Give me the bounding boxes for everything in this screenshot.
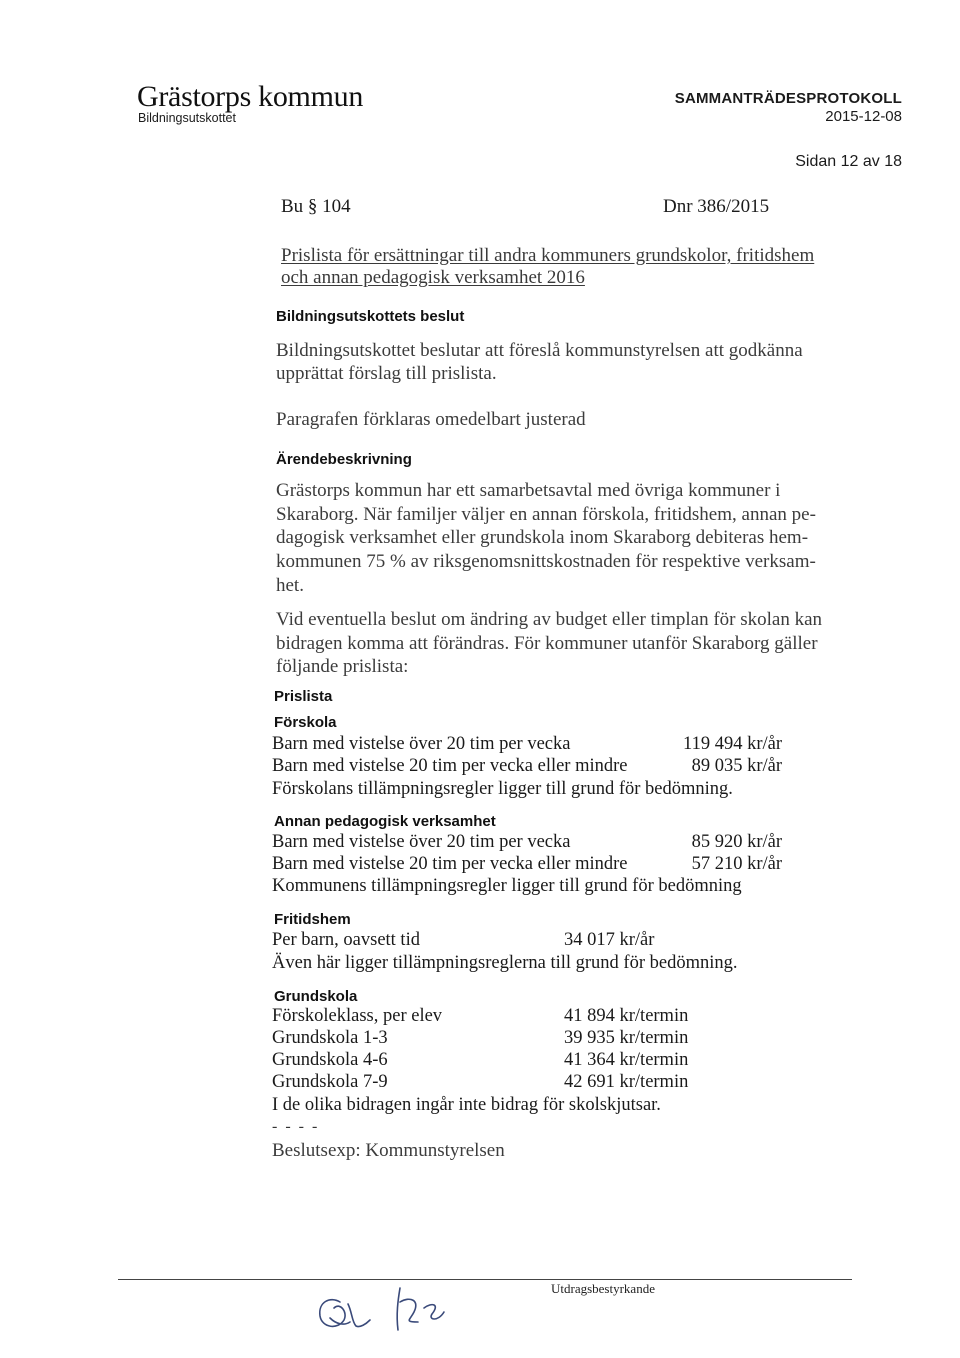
price-row-value: 85 920 kr/år — [691, 832, 782, 852]
price-row-value: 119 494 kr/år — [683, 734, 782, 754]
description-paragraph — [276, 479, 816, 598]
footer-divider — [118, 1279, 852, 1280]
fritidshem-note: Även här ligger tillämpningsreglerna till grund för bedömning. — [272, 953, 738, 973]
document-date: 2015-12-08 — [825, 108, 902, 125]
annan-heading: Annan pedagogisk verksamhet — [274, 813, 496, 830]
price-row-label: Per barn, oavsett tid — [272, 930, 420, 950]
footer-label: Utdragsbestyrkande — [551, 1281, 655, 1296]
price-row-label: Barn med vistelse 20 tim per vecka eller mindre — [272, 756, 628, 776]
document-type: SAMMANTRÄDESPROTOKOLL — [674, 90, 902, 107]
price-row-label: Förskoleklass, per elev — [272, 1006, 443, 1026]
grundskola-note: I de olika bidragen ingår inte bidrag för skolskjutsar. — [272, 1095, 661, 1115]
price-row-value: 41 894 kr/termin — [564, 1006, 689, 1026]
description-line: Skaraborg. När familjer väljer en annan förskola, fritidshem, annan pe- — [276, 503, 816, 525]
pricelist-heading: Prislista — [274, 688, 333, 705]
description-heading: Ärendebeskrivning — [276, 451, 412, 468]
decision-line: Bildningsutskottet beslutar att föreslå kommunstyrelsen att godkänna — [276, 340, 803, 361]
description-line: het. — [276, 574, 304, 596]
case-dnr: Dnr 386/2015 — [663, 196, 770, 217]
document-title — [281, 245, 814, 289]
title-line: och annan pedagogisk verksamhet 2016 — [281, 267, 585, 288]
description-line: dagogisk verksamhet eller grundskola inom Skaraborg debiteras hem- — [276, 527, 809, 549]
decision-text — [276, 339, 803, 385]
forskola-note: Förskolans tillämpningsregler ligger till grund för bedömning. — [272, 779, 733, 799]
page-number: Sidan 12 av 18 — [795, 153, 902, 170]
distribution-note: Beslutsexp: Kommunstyrelsen — [272, 1140, 505, 1161]
organization-unit: Bildningsutskottet — [138, 111, 236, 125]
price-row-value: 41 364 kr/termin — [564, 1050, 689, 1070]
price-row-value: 89 035 kr/år — [691, 756, 782, 776]
price-row-label: Barn med vistelse över 20 tim per vecka — [272, 734, 571, 754]
separator-dashes: - - - - — [272, 1118, 320, 1135]
budget-line: följande prislista: — [276, 656, 409, 677]
price-row-value: 34 017 kr/år — [564, 930, 655, 950]
forskola-heading: Förskola — [274, 714, 337, 731]
price-row-label: Grundskola 1-3 — [272, 1028, 388, 1048]
price-row-label: Grundskola 4-6 — [272, 1050, 388, 1070]
budget-line: bidragen komma att förändras. För kommuner utanför Skaraborg gäller — [276, 632, 818, 654]
price-row-label: Barn med vistelse över 20 tim per vecka — [272, 832, 571, 852]
decision-line: upprättat förslag till prislista. — [276, 363, 497, 384]
price-row-value: 57 210 kr/år — [691, 854, 782, 874]
price-row-value: 39 935 kr/termin — [564, 1028, 689, 1048]
description-line: Grästorps kommun har ett samarbetsavtal med övriga kommuner i — [276, 480, 781, 501]
price-row-label: Grundskola 7-9 — [272, 1072, 388, 1092]
description-line: kommunen 75 % av riksgenomsnittskostnaden för respektive verksam- — [276, 551, 816, 573]
decision-heading: Bildningsutskottets beslut — [276, 308, 465, 325]
budget-line: Vid eventuella beslut om ändring av budget eller timplan för skolan kan — [276, 609, 823, 630]
fritidshem-heading: Fritidshem — [274, 911, 351, 928]
justified-statement: Paragrafen förklaras omedelbart justerad — [276, 409, 586, 430]
price-row-value: 42 691 kr/termin — [564, 1072, 689, 1092]
case-paragraph: Bu § 104 — [281, 196, 351, 217]
annan-note: Kommunens tillämpningsregler ligger till grund för bedömning — [272, 876, 742, 896]
budget-paragraph — [276, 608, 822, 679]
grundskola-heading: Grundskola — [274, 988, 358, 1005]
signature-initials — [300, 1282, 490, 1344]
price-row-label: Barn med vistelse 20 tim per vecka eller mindre — [272, 854, 628, 874]
organization-name: Grästorps kommun — [137, 80, 364, 113]
title-line: Prislista för ersättningar till andra kommuners grundskolor, fritidshem — [281, 245, 815, 266]
